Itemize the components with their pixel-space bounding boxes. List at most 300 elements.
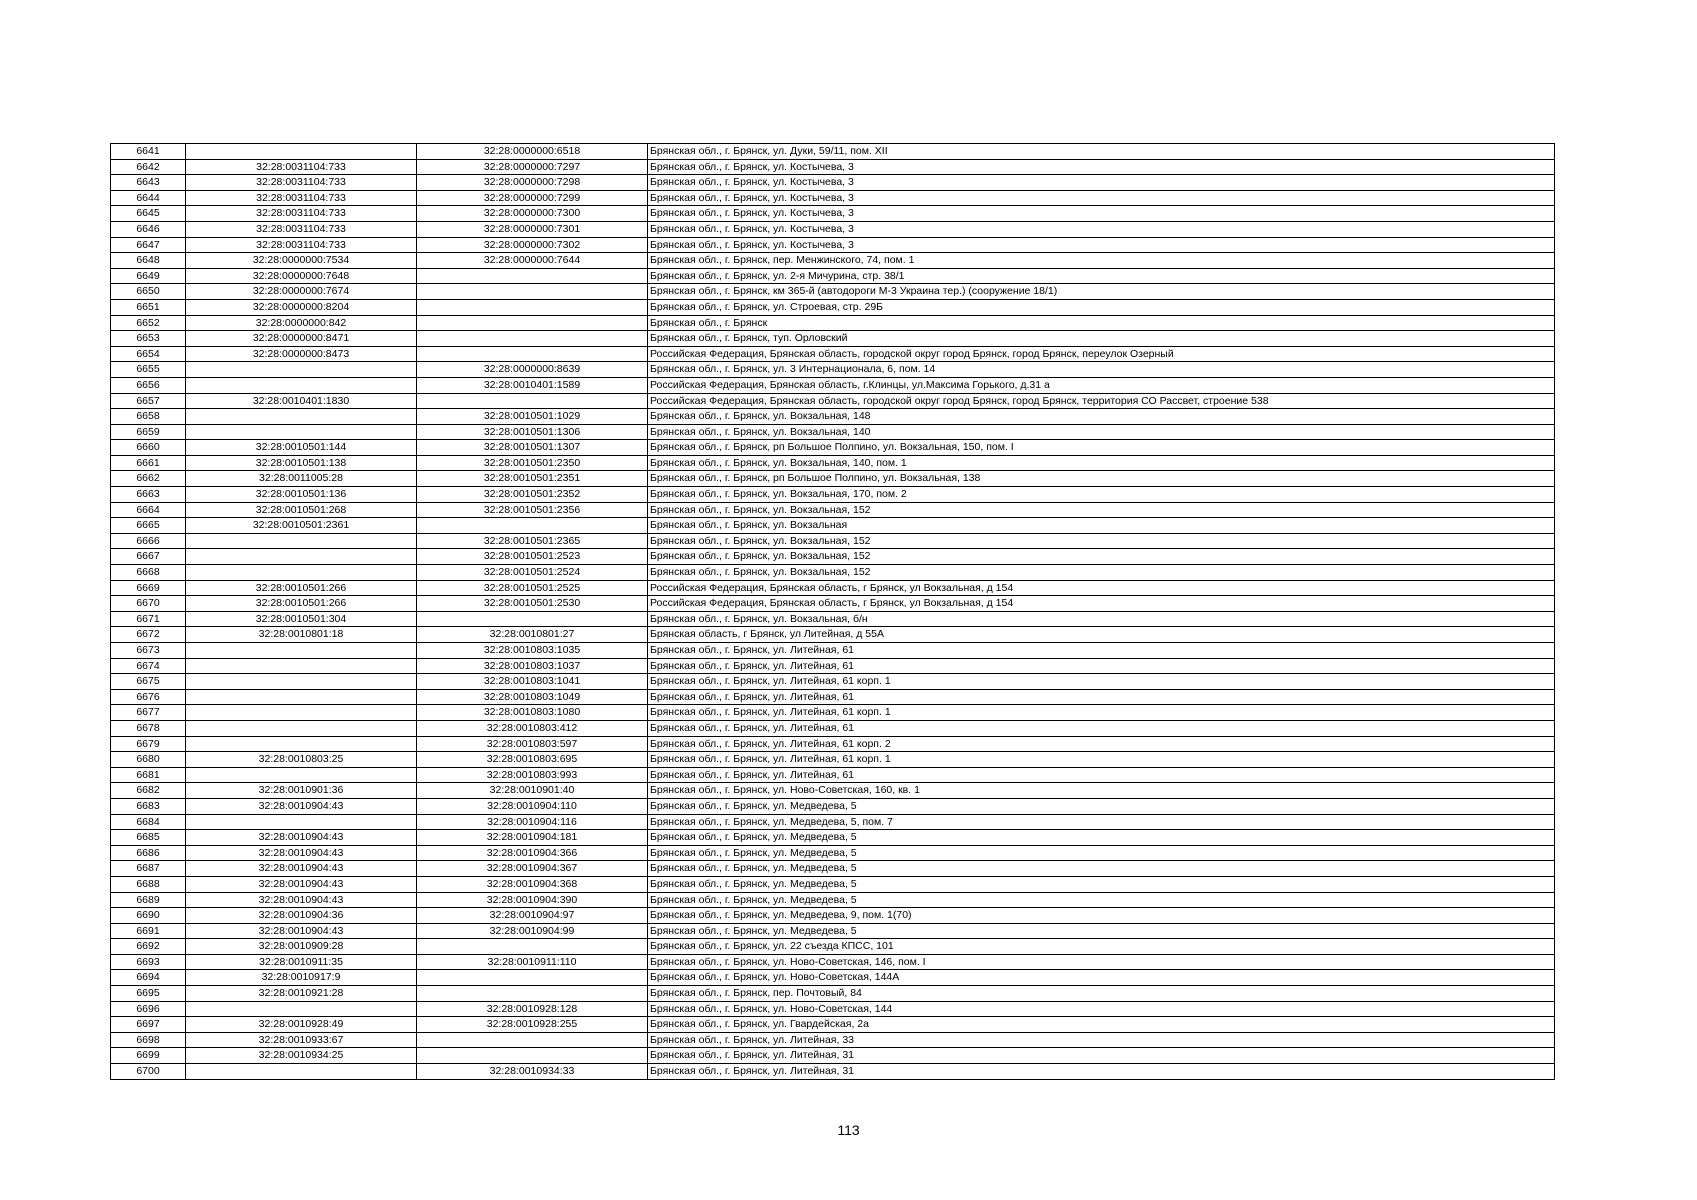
cadastral-number-cell: 32:28:0010904:390 xyxy=(417,892,648,908)
address-cell: Брянская обл., г. Брянск, ул. Костычева, 3 xyxy=(648,159,1555,175)
row-number-cell: 6690 xyxy=(111,908,186,924)
row-number-cell: 6658 xyxy=(111,409,186,425)
address-cell: Брянская обл., г. Брянск, рп Большое Полпино, ул. Вокзальная, 150, пом. I xyxy=(648,440,1555,456)
cadastral-number-cell: 32:28:0000000:7297 xyxy=(417,159,648,175)
table-row xyxy=(111,1064,1555,1080)
cadastral-number-cell xyxy=(417,331,648,347)
row-number-cell: 6655 xyxy=(111,362,186,378)
cadastral-number-cell: 32:28:0010501:2530 xyxy=(417,596,648,612)
address-cell: Российская Федерация, Брянская область, г Брянск, ул Вокзальная, д 154 xyxy=(648,580,1555,596)
address-cell: Брянская обл., г. Брянск, ул. Костычева, 3 xyxy=(648,206,1555,222)
parent-cadastral-number-cell: 32:28:0010501:136 xyxy=(186,487,417,503)
parent-cadastral-number-cell: 32:28:0031104:733 xyxy=(186,237,417,253)
row-number-cell: 6688 xyxy=(111,876,186,892)
parent-cadastral-number-cell: 32:28:0010928:49 xyxy=(186,1017,417,1033)
table-row xyxy=(111,767,1555,783)
table-row xyxy=(111,471,1555,487)
parent-cadastral-number-cell xyxy=(186,424,417,440)
row-number-cell: 6651 xyxy=(111,299,186,315)
address-cell: Российская Федерация, Брянская область, г.Клинцы, ул.Максима Горького, д.31 а xyxy=(648,377,1555,393)
parent-cadastral-number-cell: 32:28:0031104:733 xyxy=(186,159,417,175)
parent-cadastral-number-cell: 32:28:0010401:1830 xyxy=(186,393,417,409)
row-number-cell: 6699 xyxy=(111,1048,186,1064)
row-number-cell: 6677 xyxy=(111,705,186,721)
table-row xyxy=(111,190,1555,206)
row-number-cell: 6643 xyxy=(111,175,186,191)
table-row xyxy=(111,876,1555,892)
parent-cadastral-number-cell: 32:28:0000000:8204 xyxy=(186,299,417,315)
parent-cadastral-number-cell: 32:28:0010904:43 xyxy=(186,876,417,892)
table-row xyxy=(111,175,1555,191)
table-row xyxy=(111,362,1555,378)
parent-cadastral-number-cell xyxy=(186,674,417,690)
cadastral-number-cell: 32:28:0010803:1049 xyxy=(417,689,648,705)
table-row xyxy=(111,689,1555,705)
table-row xyxy=(111,627,1555,643)
parent-cadastral-number-cell: 32:28:0010934:25 xyxy=(186,1048,417,1064)
cadastral-number-cell: 32:28:0010904:99 xyxy=(417,923,648,939)
cadastral-number-cell: 32:28:0010803:1041 xyxy=(417,674,648,690)
row-number-cell: 6691 xyxy=(111,923,186,939)
table-row xyxy=(111,331,1555,347)
table-row xyxy=(111,237,1555,253)
row-number-cell: 6661 xyxy=(111,455,186,471)
table-row xyxy=(111,705,1555,721)
table-row xyxy=(111,393,1555,409)
parent-cadastral-number-cell xyxy=(186,1064,417,1080)
address-cell: Брянская обл., г. Брянск, ул. Литейная, 61 xyxy=(648,767,1555,783)
parent-cadastral-number-cell: 32:28:0010501:2361 xyxy=(186,518,417,534)
cadastral-number-cell: 32:28:0010501:1029 xyxy=(417,409,648,425)
cadastral-number-cell: 32:28:0000000:7644 xyxy=(417,253,648,269)
parent-cadastral-number-cell: 32:28:0000000:7674 xyxy=(186,284,417,300)
cadastral-number-cell: 32:28:0000000:7299 xyxy=(417,190,648,206)
row-number-cell: 6673 xyxy=(111,643,186,659)
parent-cadastral-number-cell: 32:28:0010501:304 xyxy=(186,611,417,627)
row-number-cell: 6671 xyxy=(111,611,186,627)
parent-cadastral-number-cell xyxy=(186,720,417,736)
cadastral-number-cell xyxy=(417,393,648,409)
table-row xyxy=(111,206,1555,222)
table-row xyxy=(111,565,1555,581)
address-cell: Брянская обл., г. Брянск, ул. Медведева, 5 xyxy=(648,845,1555,861)
cadastral-number-cell: 32:28:0000000:7298 xyxy=(417,175,648,191)
table-row xyxy=(111,533,1555,549)
cadastral-number-cell: 32:28:0010904:368 xyxy=(417,876,648,892)
address-cell: Брянская обл., г. Брянск, пер. Почтовый, 84 xyxy=(648,986,1555,1002)
row-number-cell: 6683 xyxy=(111,798,186,814)
parent-cadastral-number-cell: 32:28:0010803:25 xyxy=(186,752,417,768)
table-row xyxy=(111,798,1555,814)
row-number-cell: 6652 xyxy=(111,315,186,331)
row-number-cell: 6698 xyxy=(111,1032,186,1048)
cadastral-number-cell: 32:28:0010803:412 xyxy=(417,720,648,736)
cadastral-number-cell: 32:28:0010904:366 xyxy=(417,845,648,861)
row-number-cell: 6682 xyxy=(111,783,186,799)
table-row xyxy=(111,377,1555,393)
cadastral-number-cell: 32:28:0010501:2351 xyxy=(417,471,648,487)
table-row xyxy=(111,923,1555,939)
parent-cadastral-number-cell: 32:28:0000000:7648 xyxy=(186,268,417,284)
table-row xyxy=(111,658,1555,674)
parent-cadastral-number-cell: 32:28:0010933:67 xyxy=(186,1032,417,1048)
cadastral-number-cell: 32:28:0010904:110 xyxy=(417,798,648,814)
address-cell: Брянская обл., г. Брянск, ул. 3 Интернационала, 6, пом. 14 xyxy=(648,362,1555,378)
row-number-cell: 6694 xyxy=(111,970,186,986)
cadastral-number-cell: 32:28:0010501:2523 xyxy=(417,549,648,565)
address-cell: Брянская обл., г. Брянск, ул. Медведева, 5 xyxy=(648,892,1555,908)
address-cell: Брянская обл., г. Брянск, ул. Литейная, 61 корп. 2 xyxy=(648,736,1555,752)
cadastral-number-cell: 32:28:0010501:1307 xyxy=(417,440,648,456)
parent-cadastral-number-cell xyxy=(186,549,417,565)
parent-cadastral-number-cell: 32:28:0011005:28 xyxy=(186,471,417,487)
row-number-cell: 6692 xyxy=(111,939,186,955)
row-number-cell: 6684 xyxy=(111,814,186,830)
table-row xyxy=(111,502,1555,518)
parent-cadastral-number-cell xyxy=(186,409,417,425)
parent-cadastral-number-cell: 32:28:0000000:8473 xyxy=(186,346,417,362)
address-cell: Российская Федерация, Брянская область, городской округ город Брянск, город Брянск, территория СО Рассвет, строение 538 xyxy=(648,393,1555,409)
cadastral-number-cell xyxy=(417,1048,648,1064)
table-row xyxy=(111,643,1555,659)
row-number-cell: 6641 xyxy=(111,144,186,160)
table-row xyxy=(111,455,1555,471)
table-row xyxy=(111,144,1555,160)
table-row xyxy=(111,1001,1555,1017)
parent-cadastral-number-cell: 32:28:0010501:266 xyxy=(186,596,417,612)
row-number-cell: 6662 xyxy=(111,471,186,487)
table-row xyxy=(111,845,1555,861)
row-number-cell: 6667 xyxy=(111,549,186,565)
row-number-cell: 6660 xyxy=(111,440,186,456)
cadastral-number-cell: 32:28:0010934:33 xyxy=(417,1064,648,1080)
address-cell: Брянская обл., г. Брянск, ул. Ново-Советская, 144 xyxy=(648,1001,1555,1017)
row-number-cell: 6668 xyxy=(111,565,186,581)
row-number-cell: 6654 xyxy=(111,346,186,362)
table-row xyxy=(111,518,1555,534)
address-cell: Брянская обл., г. Брянск, туп. Орловский xyxy=(648,331,1555,347)
table-row xyxy=(111,720,1555,736)
row-number-cell: 6653 xyxy=(111,331,186,347)
cadastral-number-cell: 32:28:0010803:695 xyxy=(417,752,648,768)
cadastral-number-cell: 32:28:0010803:597 xyxy=(417,736,648,752)
parent-cadastral-number-cell xyxy=(186,565,417,581)
row-number-cell: 6687 xyxy=(111,861,186,877)
parent-cadastral-number-cell: 32:28:0010904:43 xyxy=(186,830,417,846)
row-number-cell: 6685 xyxy=(111,830,186,846)
table-row xyxy=(111,440,1555,456)
cadastral-number-cell xyxy=(417,315,648,331)
parent-cadastral-number-cell xyxy=(186,533,417,549)
row-number-cell: 6656 xyxy=(111,377,186,393)
row-number-cell: 6672 xyxy=(111,627,186,643)
parent-cadastral-number-cell: 32:28:0010501:138 xyxy=(186,455,417,471)
parent-cadastral-number-cell xyxy=(186,767,417,783)
address-cell: Брянская обл., г. Брянск, ул. Литейная, 61 xyxy=(648,643,1555,659)
cadastral-number-cell: 32:28:0010904:367 xyxy=(417,861,648,877)
parent-cadastral-number-cell xyxy=(186,689,417,705)
address-cell: Брянская обл., г. Брянск, ул. Вокзальная, 140 xyxy=(648,424,1555,440)
table-row xyxy=(111,986,1555,1002)
row-number-cell: 6647 xyxy=(111,237,186,253)
address-cell: Брянская обл., г. Брянск, ул. Костычева, 3 xyxy=(648,190,1555,206)
address-cell: Брянская обл., г. Брянск, ул. Вокзальная, 152 xyxy=(648,565,1555,581)
address-cell: Брянская обл., г. Брянск, ул. Вокзальная, 152 xyxy=(648,502,1555,518)
row-number-cell: 6665 xyxy=(111,518,186,534)
parent-cadastral-number-cell: 32:28:0010909:28 xyxy=(186,939,417,955)
parent-cadastral-number-cell: 32:28:0010904:43 xyxy=(186,861,417,877)
cadastral-number-cell: 32:28:0010501:1306 xyxy=(417,424,648,440)
address-cell: Брянская обл., г. Брянск, ул. Костычева, 3 xyxy=(648,221,1555,237)
address-cell: Брянская обл., г. Брянск, ул. Вокзальная, 152 xyxy=(648,533,1555,549)
parent-cadastral-number-cell: 32:28:0010501:266 xyxy=(186,580,417,596)
row-number-cell: 6696 xyxy=(111,1001,186,1017)
table-row xyxy=(111,861,1555,877)
cadastral-number-cell: 32:28:0010501:2356 xyxy=(417,502,648,518)
table-row xyxy=(111,580,1555,596)
address-cell: Российская Федерация, Брянская область, городской округ город Брянск, город Брянск, переулок Озерный xyxy=(648,346,1555,362)
address-cell: Брянская область, г Брянск, ул Литейная, д 55А xyxy=(648,627,1555,643)
parent-cadastral-number-cell xyxy=(186,144,417,160)
address-cell: Брянская обл., г. Брянск, ул. Вокзальная, 148 xyxy=(648,409,1555,425)
row-number-cell: 6680 xyxy=(111,752,186,768)
address-cell: Брянская обл., г. Брянск, ул. Литейная, 61 xyxy=(648,720,1555,736)
row-number-cell: 6693 xyxy=(111,954,186,970)
row-number-cell: 6666 xyxy=(111,533,186,549)
parent-cadastral-number-cell xyxy=(186,705,417,721)
address-cell: Брянская обл., г. Брянск, ул. Вокзальная, 140, пом. 1 xyxy=(648,455,1555,471)
parent-cadastral-number-cell: 32:28:0010921:28 xyxy=(186,986,417,1002)
cadastral-number-cell xyxy=(417,284,648,300)
registry-table xyxy=(110,143,1555,1080)
cadastral-number-cell xyxy=(417,346,648,362)
address-cell: Брянская обл., г. Брянск, ул. Медведева, 5 xyxy=(648,876,1555,892)
table-row xyxy=(111,892,1555,908)
row-number-cell: 6663 xyxy=(111,487,186,503)
cadastral-number-cell: 32:28:0010904:181 xyxy=(417,830,648,846)
cadastral-number-cell: 32:28:0010501:2525 xyxy=(417,580,648,596)
parent-cadastral-number-cell xyxy=(186,658,417,674)
address-cell: Брянская обл., г. Брянск, ул. 22 съезда КПСС, 101 xyxy=(648,939,1555,955)
table-row xyxy=(111,487,1555,503)
cadastral-number-cell: 32:28:0000000:7300 xyxy=(417,206,648,222)
table-row xyxy=(111,424,1555,440)
row-number-cell: 6700 xyxy=(111,1064,186,1080)
address-cell: Российская Федерация, Брянская область, г Брянск, ул Вокзальная, д 154 xyxy=(648,596,1555,612)
address-cell: Брянская обл., г. Брянск, ул. Ново-Советская, 146, пом. I xyxy=(648,954,1555,970)
table-row xyxy=(111,268,1555,284)
cadastral-number-cell: 32:28:0010928:128 xyxy=(417,1001,648,1017)
address-cell: Брянская обл., г. Брянск, ул. Гвардейская, 2а xyxy=(648,1017,1555,1033)
table-row xyxy=(111,253,1555,269)
table-row xyxy=(111,611,1555,627)
cadastral-number-cell: 32:28:0010501:2352 xyxy=(417,487,648,503)
row-number-cell: 6642 xyxy=(111,159,186,175)
cadastral-number-cell: 32:28:0010803:1035 xyxy=(417,643,648,659)
cadastral-number-cell xyxy=(417,611,648,627)
row-number-cell: 6657 xyxy=(111,393,186,409)
table-row xyxy=(111,1017,1555,1033)
cadastral-number-cell xyxy=(417,986,648,1002)
row-number-cell: 6664 xyxy=(111,502,186,518)
parent-cadastral-number-cell: 32:28:0010801:18 xyxy=(186,627,417,643)
row-number-cell: 6648 xyxy=(111,253,186,269)
address-cell: Брянская обл., г. Брянск, ул. Медведева, 5 xyxy=(648,798,1555,814)
address-cell: Брянская обл., г. Брянск, ул. Ново-Советская, 160, кв. 1 xyxy=(648,783,1555,799)
row-number-cell: 6659 xyxy=(111,424,186,440)
cadastral-number-cell: 32:28:0010501:2350 xyxy=(417,455,648,471)
row-number-cell: 6649 xyxy=(111,268,186,284)
row-number-cell: 6695 xyxy=(111,986,186,1002)
parent-cadastral-number-cell: 32:28:0031104:733 xyxy=(186,221,417,237)
table-row xyxy=(111,752,1555,768)
row-number-cell: 6645 xyxy=(111,206,186,222)
cadastral-number-cell: 32:28:0010801:27 xyxy=(417,627,648,643)
address-cell: Брянская обл., г. Брянск, ул. Литейная, 61 корп. 1 xyxy=(648,705,1555,721)
address-cell: Брянская обл., г. Брянск, ул. Вокзальная, б/н xyxy=(648,611,1555,627)
cadastral-number-cell: 32:28:0010901:40 xyxy=(417,783,648,799)
cadastral-number-cell: 32:28:0010401:1589 xyxy=(417,377,648,393)
address-cell: Брянская обл., г. Брянск, ул. Медведева, 9, пом. 1(70) xyxy=(648,908,1555,924)
table-row xyxy=(111,596,1555,612)
parent-cadastral-number-cell: 32:28:0010911:35 xyxy=(186,954,417,970)
table-row xyxy=(111,315,1555,331)
address-cell: Брянская обл., г. Брянск, ул. Литейная, 31 xyxy=(648,1064,1555,1080)
address-cell: Брянская обл., г. Брянск, ул. Литейная, 61 xyxy=(648,658,1555,674)
table-row xyxy=(111,284,1555,300)
parent-cadastral-number-cell xyxy=(186,736,417,752)
cadastral-number-cell: 32:28:0010928:255 xyxy=(417,1017,648,1033)
cadastral-number-cell: 32:28:0000000:7302 xyxy=(417,237,648,253)
address-cell: Брянская обл., г. Брянск, ул. Медведева, 5 xyxy=(648,923,1555,939)
address-cell: Брянская обл., г. Брянск, рп Большое Полпино, ул. Вокзальная, 138 xyxy=(648,471,1555,487)
table-row xyxy=(111,221,1555,237)
row-number-cell: 6674 xyxy=(111,658,186,674)
cadastral-number-cell xyxy=(417,268,648,284)
table-row xyxy=(111,954,1555,970)
parent-cadastral-number-cell: 32:28:0010904:43 xyxy=(186,845,417,861)
address-cell: Брянская обл., г. Брянск, ул. Костычева, 3 xyxy=(648,237,1555,253)
table-row xyxy=(111,159,1555,175)
row-number-cell: 6686 xyxy=(111,845,186,861)
table-row xyxy=(111,939,1555,955)
table-row xyxy=(111,736,1555,752)
address-cell: Брянская обл., г. Брянск, ул. Дуки, 59/11, пом. XII xyxy=(648,144,1555,160)
address-cell: Брянская обл., г. Брянск, км 365-й (автодороги М-3 Украина тер.) (сооружение 18/1) xyxy=(648,284,1555,300)
table-row xyxy=(111,908,1555,924)
parent-cadastral-number-cell: 32:28:0010904:43 xyxy=(186,892,417,908)
row-number-cell: 6676 xyxy=(111,689,186,705)
cadastral-number-cell: 32:28:0010803:1080 xyxy=(417,705,648,721)
address-cell: Брянская обл., г. Брянск, ул. 2-я Мичурина, стр. 38/1 xyxy=(648,268,1555,284)
parent-cadastral-number-cell: 32:28:0010904:43 xyxy=(186,798,417,814)
cadastral-number-cell: 32:28:0000000:8639 xyxy=(417,362,648,378)
row-number-cell: 6650 xyxy=(111,284,186,300)
table-row xyxy=(111,830,1555,846)
address-cell: Брянская обл., г. Брянск, ул. Литейная, 61 xyxy=(648,689,1555,705)
cadastral-number-cell: 32:28:0010803:993 xyxy=(417,767,648,783)
table-row xyxy=(111,346,1555,362)
parent-cadastral-number-cell: 32:28:0010904:36 xyxy=(186,908,417,924)
page-number: 113 xyxy=(837,1122,860,1138)
parent-cadastral-number-cell xyxy=(186,377,417,393)
table-row xyxy=(111,1032,1555,1048)
row-number-cell: 6697 xyxy=(111,1017,186,1033)
row-number-cell: 6670 xyxy=(111,596,186,612)
parent-cadastral-number-cell: 32:28:0000000:842 xyxy=(186,315,417,331)
address-cell: Брянская обл., г. Брянск, ул. Литейная, 61 корп. 1 xyxy=(648,674,1555,690)
parent-cadastral-number-cell xyxy=(186,362,417,378)
cadastral-number-cell xyxy=(417,1032,648,1048)
address-cell: Брянская обл., г. Брянск, ул. Литейная, 61 корп. 1 xyxy=(648,752,1555,768)
address-cell: Брянская обл., г. Брянск xyxy=(648,315,1555,331)
parent-cadastral-number-cell: 32:28:0010501:268 xyxy=(186,502,417,518)
cadastral-number-cell xyxy=(417,518,648,534)
parent-cadastral-number-cell: 32:28:0000000:8471 xyxy=(186,331,417,347)
parent-cadastral-number-cell: 32:28:0031104:733 xyxy=(186,206,417,222)
parent-cadastral-number-cell xyxy=(186,643,417,659)
row-number-cell: 6689 xyxy=(111,892,186,908)
row-number-cell: 6675 xyxy=(111,674,186,690)
row-number-cell: 6669 xyxy=(111,580,186,596)
row-number-cell: 6644 xyxy=(111,190,186,206)
parent-cadastral-number-cell: 32:28:0031104:733 xyxy=(186,190,417,206)
table-row xyxy=(111,1048,1555,1064)
table-row xyxy=(111,674,1555,690)
parent-cadastral-number-cell: 32:28:0010901:36 xyxy=(186,783,417,799)
parent-cadastral-number-cell: 32:28:0010917:9 xyxy=(186,970,417,986)
cadastral-number-cell: 32:28:0010904:116 xyxy=(417,814,648,830)
parent-cadastral-number-cell: 32:28:0010501:144 xyxy=(186,440,417,456)
cadastral-number-cell xyxy=(417,299,648,315)
cadastral-number-cell: 32:28:0000000:6518 xyxy=(417,144,648,160)
cadastral-number-cell: 32:28:0000000:7301 xyxy=(417,221,648,237)
table-row xyxy=(111,549,1555,565)
address-cell: Брянская обл., г. Брянск, ул. Вокзальная xyxy=(648,518,1555,534)
cadastral-number-cell: 32:28:0010803:1037 xyxy=(417,658,648,674)
parent-cadastral-number-cell: 32:28:0031104:733 xyxy=(186,175,417,191)
address-cell: Брянская обл., г. Брянск, ул. Медведева, 5, пом. 7 xyxy=(648,814,1555,830)
cadastral-number-cell xyxy=(417,970,648,986)
table-row xyxy=(111,299,1555,315)
cadastral-number-cell xyxy=(417,939,648,955)
address-cell: Брянская обл., г. Брянск, ул. Литейная, 33 xyxy=(648,1032,1555,1048)
parent-cadastral-number-cell: 32:28:0000000:7534 xyxy=(186,253,417,269)
table-row xyxy=(111,409,1555,425)
table-row xyxy=(111,970,1555,986)
table-row xyxy=(111,783,1555,799)
row-number-cell: 6678 xyxy=(111,720,186,736)
cadastral-number-cell: 32:28:0010501:2365 xyxy=(417,533,648,549)
cadastral-number-cell: 32:28:0010911:110 xyxy=(417,954,648,970)
table-row xyxy=(111,814,1555,830)
address-cell: Брянская обл., г. Брянск, ул. Костычева, 3 xyxy=(648,175,1555,191)
cadastral-number-cell: 32:28:0010904:97 xyxy=(417,908,648,924)
address-cell: Брянская обл., г. Брянск, ул. Ново-Советская, 144А xyxy=(648,970,1555,986)
address-cell: Брянская обл., г. Брянск, ул. Вокзальная, 152 xyxy=(648,549,1555,565)
parent-cadastral-number-cell xyxy=(186,814,417,830)
row-number-cell: 6646 xyxy=(111,221,186,237)
address-cell: Брянская обл., г. Брянск, ул. Медведева, 5 xyxy=(648,830,1555,846)
address-cell: Брянская обл., г. Брянск, ул. Литейная, 31 xyxy=(648,1048,1555,1064)
address-cell: Брянская обл., г. Брянск, ул. Вокзальная, 170, пом. 2 xyxy=(648,487,1555,503)
row-number-cell: 6681 xyxy=(111,767,186,783)
registry-table-body xyxy=(111,144,1555,1080)
row-number-cell: 6679 xyxy=(111,736,186,752)
cadastral-number-cell: 32:28:0010501:2524 xyxy=(417,565,648,581)
address-cell: Брянская обл., г. Брянск, ул. Строевая, стр. 29Б xyxy=(648,299,1555,315)
parent-cadastral-number-cell xyxy=(186,1001,417,1017)
